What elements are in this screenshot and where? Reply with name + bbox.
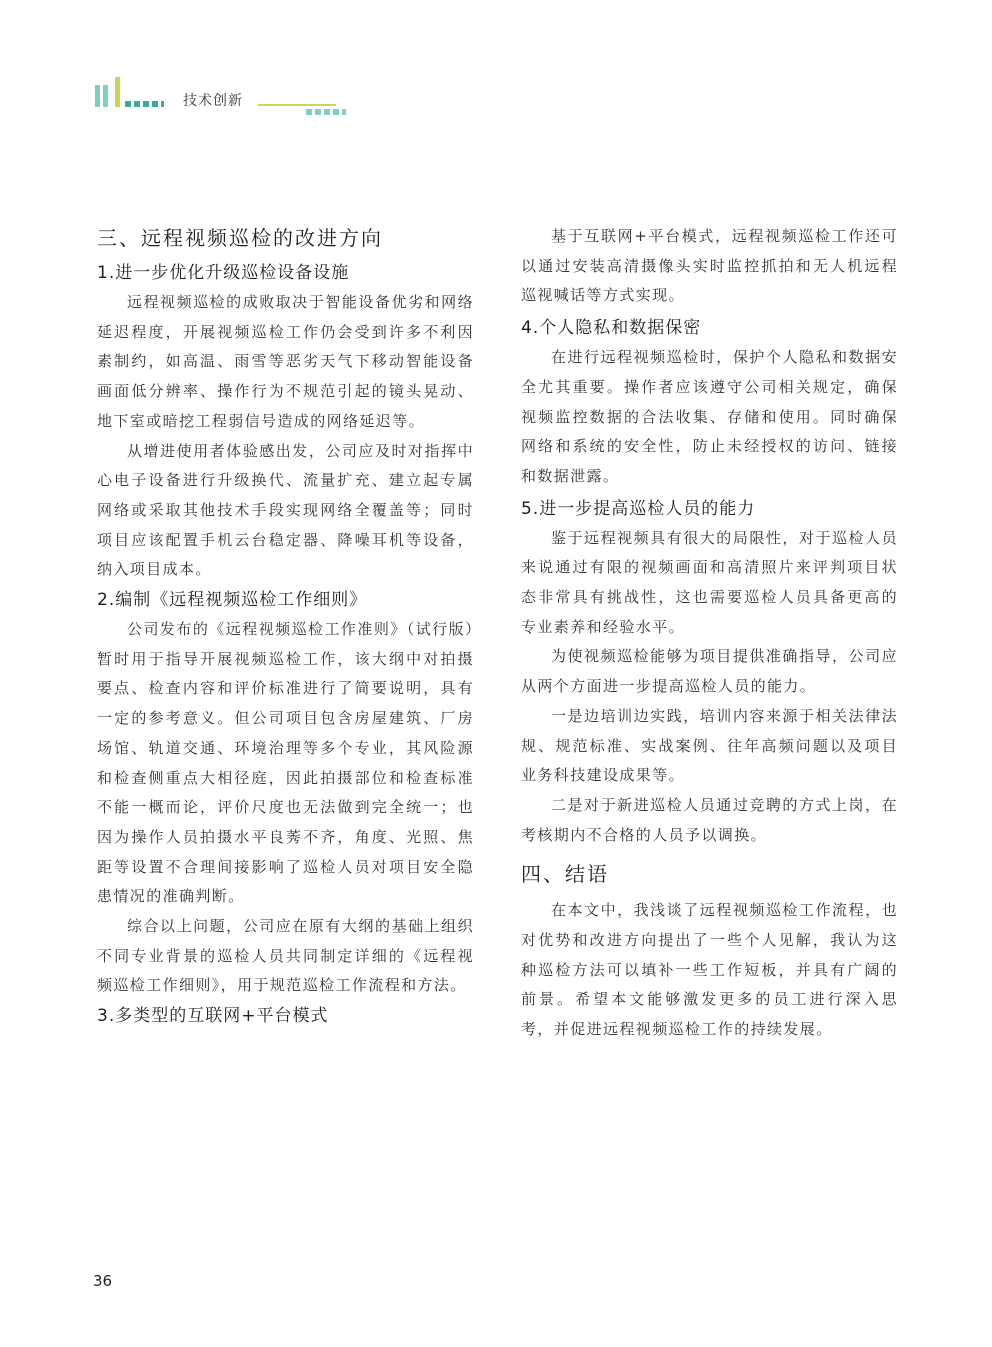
paragraph: 鉴于远程视频具有很大的局限性，对于巡检人员来说通过有限的视频画面和高清照片来评判项目状态非常具有挑战性，这也需要巡检人员具备更高的专业素养和经验水平。	[521, 528, 898, 636]
paragraph: 综合以上问题，公司应在原有大纲的基础上组织不同专业背景的巡检人员共同制定详细的《远程视频巡检工作细则》，用于规范巡检工作流程和方法。	[97, 917, 474, 995]
logo-square	[161, 101, 164, 107]
paragraph: 公司发布的《远程视频巡检工作准则》（试行版）暂时用于指导开展视频巡检工作，该大纲中对拍摄要点、检查内容和评价标准进行了简要说明，具有一定的参考意义。但公司项目包含房屋建筑、厂房场馆、轨道交通、环境治理等多个专业，其风险源和检查侧重点大相径庭，因此拍摄部位和检查标准不能一概而论，评价尺度也无法做到完全统一；也因为操作人员拍摄水平良莠不齐，角度、光照、焦距等设置不合理间接影响了巡检人员对项目安全隐患情况的准确判断。	[97, 620, 474, 906]
logo-bar	[115, 77, 120, 107]
logo-bar	[103, 85, 108, 107]
logo-square	[125, 101, 131, 107]
subsection-heading: 3.多类型的互联网+平台模式	[97, 1006, 329, 1027]
section-heading: 三、远程视频巡检的改进方向	[97, 226, 383, 250]
paragraph: 一是边培训边实践，培训内容来源于相关法律法规、规范标准、实战案例、往年高频问题以及项目业务科技建设成果等。	[521, 706, 898, 785]
paragraph: 为使视频巡检能够为项目提供准确指导，公司应从两个方面进一步提高巡检人员的能力。	[521, 647, 898, 696]
logo-square	[143, 101, 149, 107]
section-heading: 四、结语	[521, 862, 609, 887]
header-rule	[258, 104, 336, 106]
page-number: 36	[93, 1272, 113, 1290]
logo-square	[134, 101, 140, 107]
logo-bar	[95, 85, 100, 107]
paragraph: 从增进使用者体验感出发，公司应及时对指挥中心电子设备进行升级换代、流量扩充、建立起专属网络或采取其他技术手段实现网络全覆盖等；同时项目应该配置手机云台稳定器、降噪耳机等设备，纳入项目成本。	[97, 441, 474, 579]
paragraph: 在本文中，我浅谈了远程视频巡检工作流程，也对优势和改进方向提出了一些个人见解，我认为这种巡检方法可以填补一些工作短板，并具有广阔的前景。希望本文能够激发更多的员工进行深入思考，并促进远程视频巡检工作的持续发展。	[521, 901, 898, 1039]
paragraph: 二是对于新进巡检人员通过竞聘的方式上岗，在考核期内不合格的人员予以调换。	[521, 795, 898, 844]
left-column	[97, 222, 474, 1031]
subsection-heading: 4.个人隐私和数据保密	[521, 318, 702, 339]
paragraph: 在进行远程视频巡检时，保护个人隐私和数据安全尤其重要。操作者应该遵守公司相关规定，确保视频监控数据的合法收集、存储和使用。同时确保网络和系统的安全性，防止未经授权的访问、链接和数据泄露。	[521, 348, 898, 485]
logo-square	[152, 101, 158, 107]
paragraph: 基于互联网+平台模式，远程视频巡检工作还可以通过安装高清摄像头实时监控抓拍和无人机远程巡视喊话等方式实现。	[521, 227, 898, 305]
subsection-heading: 5.进一步提高巡检人员的能力	[521, 498, 756, 519]
paragraph: 远程视频巡检的成败取决于智能设备优劣和网络延迟程度，开展视频巡检工作仍会受到许多不利因素制约，如高温、雨雪等恶劣天气下移动智能设备画面低分辨率、操作行为不规范引起的镜头晃动、地下室或暗挖工程弱信号造成的网络延迟等。	[97, 293, 474, 430]
right-column	[521, 222, 898, 1045]
subsection-heading: 2.编制《远程视频巡检工作细则》	[97, 590, 368, 611]
subsection-heading: 1.进一步优化升级巡检设备设施	[97, 263, 350, 283]
section-title: 技术创新	[183, 93, 243, 109]
